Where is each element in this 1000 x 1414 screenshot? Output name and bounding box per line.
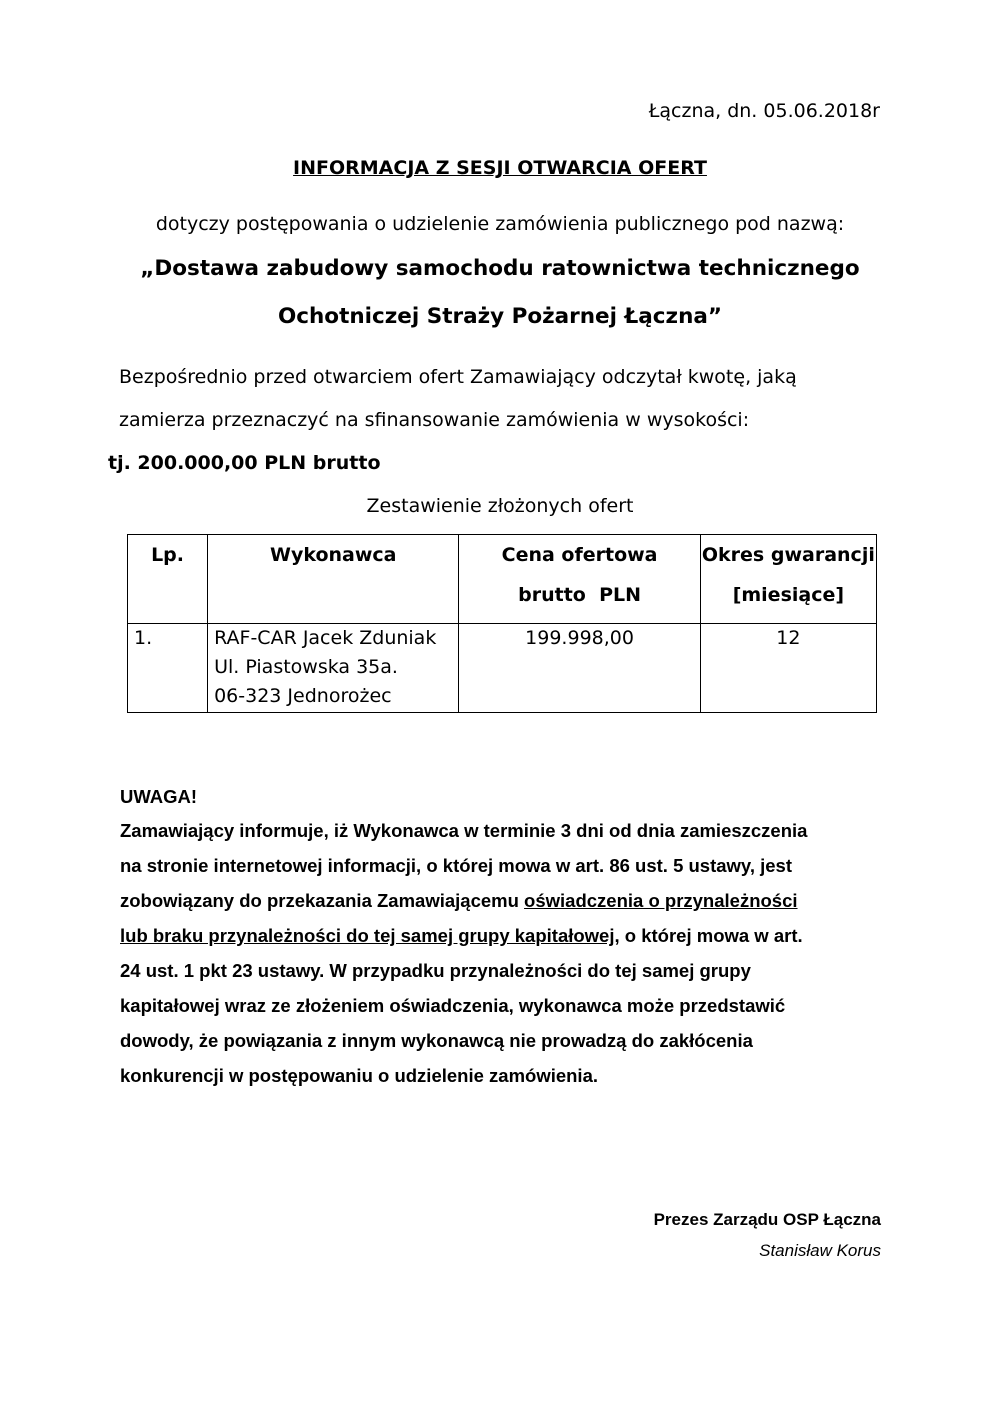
notice-heading: UWAGA! [120, 786, 198, 807]
header-warranty-label-1: Okres gwarancji [701, 544, 875, 566]
signature-name: Stanisław Korus [759, 1241, 881, 1260]
header-price-label-1: Cena ofertowa [501, 544, 658, 566]
header-price-label-2: brutto PLN [518, 584, 642, 606]
notice-line-3-text: zobowiązany do przekazania Zamawiającemu [120, 890, 525, 911]
document-date: Łączna, dn. 05.06.2018r [648, 100, 880, 122]
header-warranty [700, 535, 876, 624]
signature-role: Prezes Zarządu OSP Łączna [653, 1210, 881, 1229]
header-price [459, 535, 700, 624]
notice-line-1: Zamawiający informuje, iż Wykonawca w terminie 3 dni od dnia zamieszczenia [120, 820, 808, 841]
cell-warranty: 12 [700, 624, 876, 713]
notice-line-4-text: , o której mowa w art. [614, 925, 803, 946]
contractor-city: 06-323 Jednorożec [214, 685, 392, 707]
budget-text-line-1: Bezpośrednio przed otwarciem ofert Zamawiający odczytał kwotę, jaką [119, 366, 797, 388]
budget-text-line-2: zamierza przeznaczyć na sfinansowanie zamówienia w wysokości: [119, 409, 750, 431]
header-contractor [208, 535, 459, 624]
notice-line-4 [120, 925, 803, 947]
table-caption: Zestawienie złożonych ofert [366, 495, 634, 517]
intro-text: dotyczy postępowania o udzielenie zamówienia publicznego pod nazwą: [155, 213, 845, 235]
cell-contractor [208, 624, 459, 713]
notice-line-5: 24 ust. 1 pkt 23 ustawy. W przypadku przynależności do tej samej grupy [120, 960, 751, 981]
notice-line-2: na stronie internetowej informacji, o której mowa w art. 86 ust. 5 ustawy, jest [120, 855, 792, 876]
header-lp [128, 535, 208, 624]
cell-lp: 1. [128, 624, 208, 713]
header-contractor-label: Wykonawca [270, 544, 397, 566]
notice-line-4-underlined: lub braku przynależności do tej samej grupy kapitałowej [120, 925, 615, 946]
notice-line-6: kapitałowej wraz ze złożeniem oświadczenia, wykonawca może przedstawić [120, 995, 786, 1016]
offers-table [127, 534, 877, 713]
table-header-row [128, 535, 877, 624]
contractor-name: RAF-CAR Jacek Zduniak [214, 627, 437, 649]
subject-line-1: „Dostawa zabudowy samochodu ratownictwa technicznego [140, 256, 860, 281]
notice-line-3-underlined: oświadczenia o przynależności [524, 890, 798, 911]
budget-amount: tj. 200.000,00 PLN brutto [108, 452, 381, 474]
subject-line-2: Ochotniczej Straży Pożarnej Łączna” [277, 304, 723, 329]
contractor-street: Ul. Piastowska 35a. [214, 656, 398, 678]
notice-line-8: konkurencji w postępowaniu o udzielenie zamówienia. [120, 1065, 599, 1086]
table-row [128, 624, 877, 713]
header-warranty-label-2: [miesiące] [732, 584, 845, 606]
document-title: INFORMACJA Z SESJI OTWARCIA OFERT [293, 157, 707, 179]
notice-line-3 [120, 890, 798, 912]
cell-price: 199.998,00 [459, 624, 700, 713]
header-lp-label: Lp. [151, 544, 185, 566]
notice-line-7: dowody, że powiązania z innym wykonawcą nie prowadzą do zakłócenia [120, 1030, 753, 1051]
